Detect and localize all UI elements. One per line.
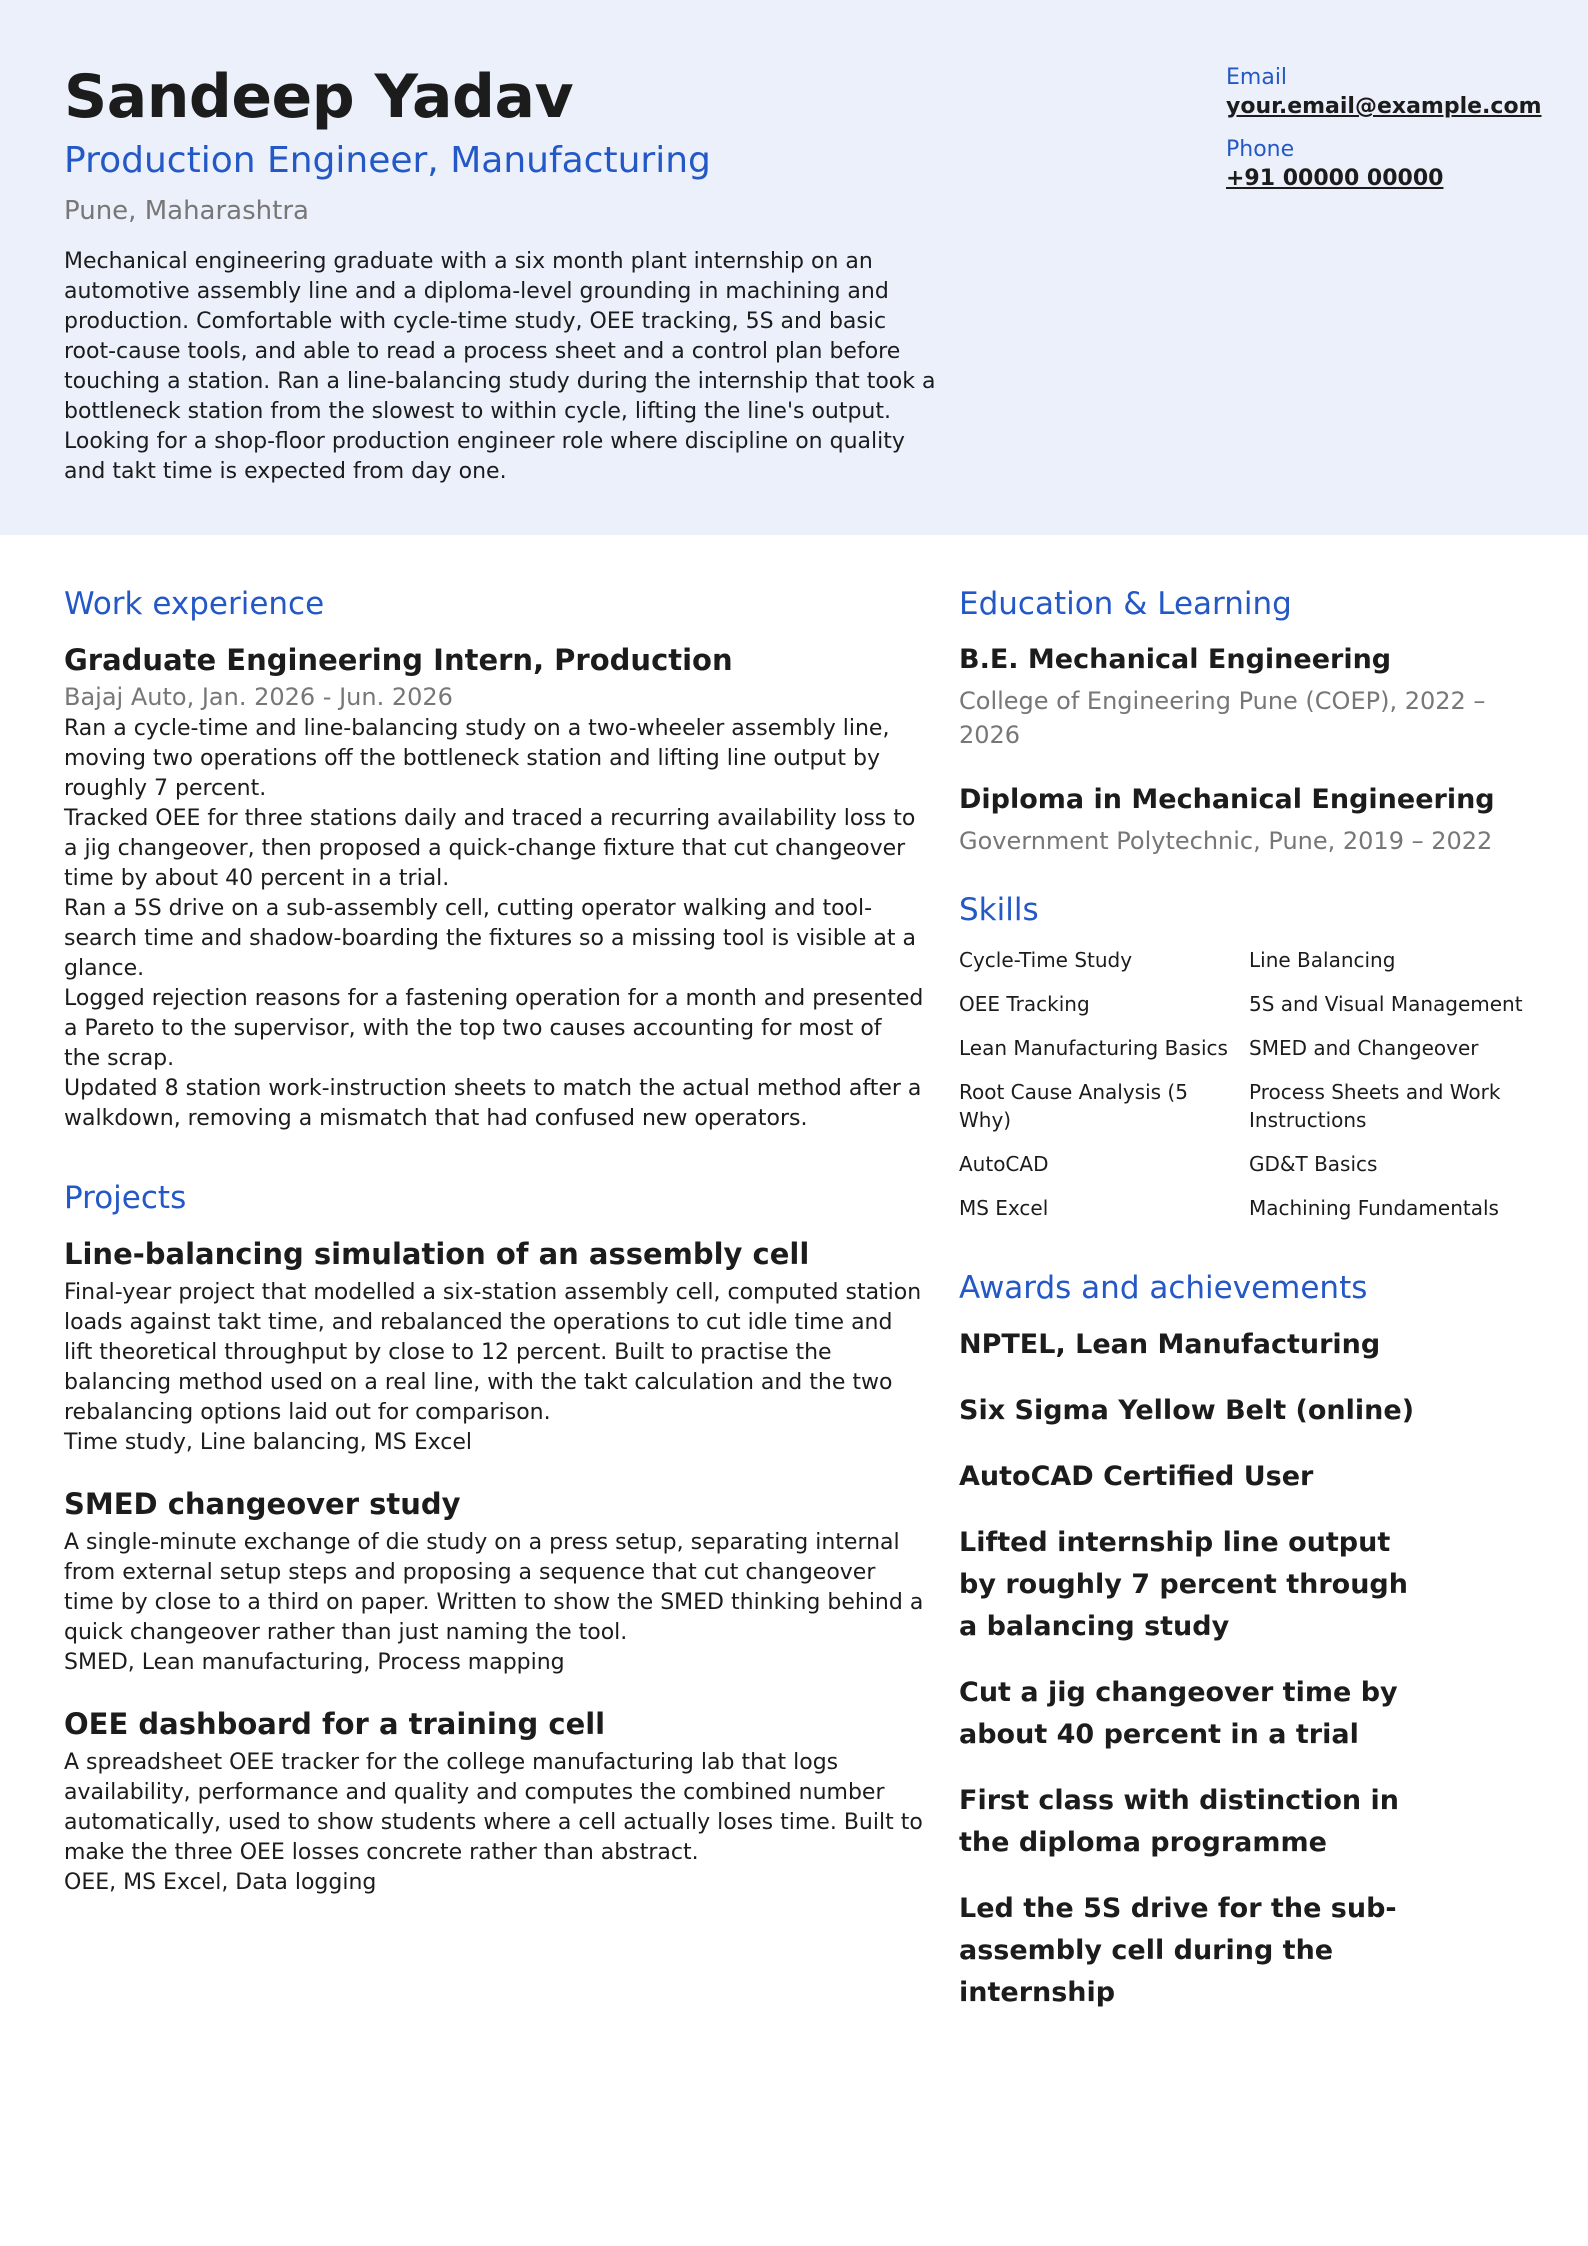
skill-item: Machining Fundamentals [1249, 1196, 1499, 1220]
work-section-title: Work experience [64, 586, 325, 622]
candidate-role: Production Engineer, Manufacturing [64, 140, 711, 181]
job-entry [64, 640, 924, 1134]
skill-item: OEE Tracking [959, 992, 1090, 1016]
project-description: Final-year project that modelled a six-station assembly cell, computed station loads against takt time, and rebalanced the operations to cut idle time and lift theoretical throughput by close to 12 percent. Built to practise the balancing method used on a real line, with the takt calculation and the two rebalancing options laid out for comparison. [64, 1280, 922, 1425]
email-label: Email [1226, 65, 1288, 90]
project-title: SMED changeover study [64, 1487, 461, 1521]
job-bullets [64, 714, 924, 1134]
job-bullet: Updated 8 station work-instruction sheets to match the actual method after a walkdown, removing a mismatch that had confused new operators. [64, 1076, 922, 1131]
award-item: Led the 5S drive for the sub-assembly cell during the internship [959, 1893, 1397, 2008]
phone-link[interactable]: +91 00000 00000 [1226, 166, 1444, 191]
education-section-title: Education & Learning [959, 586, 1292, 622]
email-link[interactable]: your.email@example.com [1226, 94, 1542, 119]
project-title: Line-balancing simulation of an assembly cell [64, 1237, 810, 1271]
skill-item: GD&T Basics [1249, 1152, 1378, 1176]
degree-meta: College of Engineering Pune (COEP), 2022 – 2026 [959, 687, 1486, 749]
job-title: Graduate Engineering Intern, Production [64, 643, 733, 677]
project-entry [64, 1234, 924, 1458]
project-tags: OEE, MS Excel, Data logging [64, 1870, 377, 1895]
skill-item: SMED and Changeover [1249, 1036, 1479, 1060]
job-bullet: Ran a 5S drive on a sub-assembly cell, cutting operator walking and tool-search time and shadow-boarding the fixtures so a missing tool is visible at a glance. [64, 896, 917, 981]
award-item: Six Sigma Yellow Belt (online) [959, 1395, 1415, 1426]
projects-section-title: Projects [64, 1180, 187, 1216]
project-tags: Time study, Line balancing, MS Excel [64, 1430, 472, 1455]
phone-label: Phone [1226, 137, 1295, 162]
right-column [959, 580, 1539, 2038]
award-item: First class with distinction in the diploma programme [959, 1785, 1399, 1858]
degree-title: Diploma in Mechanical Engineering [959, 784, 1495, 815]
award-item: NPTEL, Lean Manufacturing [959, 1329, 1381, 1360]
job-bullet: Logged rejection reasons for a fastening operation for a month and presented a Pareto to the supervisor, with the top two causes accounting for most of the scrap. [64, 986, 924, 1071]
candidate-name: Sandeep Yadav [64, 62, 574, 132]
degree-title: B.E. Mechanical Engineering [959, 644, 1392, 675]
award-item: Cut a jig changeover time by about 40 percent in a trial [959, 1677, 1398, 1750]
project-title: OEE dashboard for a training cell [64, 1707, 606, 1741]
skill-item: Process Sheets and Work Instructions [1249, 1080, 1501, 1132]
project-description: A single-minute exchange of die study on a press setup, separating internal from external setup steps and proposing a sequence that cut changeover time by close to a third on paper. Written to show the SMED thinking behind a quick changeover rather than just naming the tool. [64, 1530, 924, 1645]
skill-item: MS Excel [959, 1196, 1049, 1220]
project-description: A spreadsheet OEE tracker for the college manufacturing lab that logs availability, performance and quality and computes the combined number automatically, used to show students where a cell actually loses time. Built to make the three OEE losses concrete rather than abstract. [64, 1750, 923, 1865]
award-item: Lifted internship line output by roughly 7 percent through a balancing study [959, 1527, 1408, 1642]
job-bullet: Ran a cycle-time and line-balancing study on a two-wheeler assembly line, moving two operations off the bottleneck station and lifting line output by roughly 7 percent. [64, 716, 890, 801]
award-item: AutoCAD Certified User [959, 1461, 1314, 1492]
skill-item: Root Cause Analysis (5 Why) [959, 1080, 1188, 1132]
candidate-location: Pune, Maharashtra [64, 196, 309, 226]
resume-header [0, 0, 1588, 535]
skill-item: AutoCAD [959, 1152, 1049, 1176]
left-column [64, 580, 924, 1924]
job-meta: Bajaj Auto, Jan. 2026 - Jun. 2026 [64, 683, 453, 711]
contact-block [1226, 64, 1566, 208]
skill-item: Cycle-Time Study [959, 948, 1133, 972]
project-tags: SMED, Lean manufacturing, Process mapping [64, 1650, 565, 1675]
skill-item: Line Balancing [1249, 948, 1396, 972]
awards-section-title: Awards and achievements [959, 1270, 1368, 1306]
skills-section-title: Skills [959, 892, 1039, 928]
job-bullet: Tracked OEE for three stations daily and traced a recurring availability loss to a jig changeover, then proposed a quick-change fixture that cut changeover time by about 40 percent in a trial. [64, 806, 916, 891]
education-entry [959, 780, 1539, 858]
skill-item: 5S and Visual Management [1249, 992, 1523, 1016]
project-entry [64, 1484, 924, 1678]
education-entry [959, 640, 1539, 752]
skill-item: Lean Manufacturing Basics [959, 1036, 1228, 1060]
degree-meta: Government Polytechnic, Pune, 2019 – 2022 [959, 827, 1493, 855]
profile-summary: Mechanical engineering graduate with a six month plant internship on an automotive assembly line and a diploma-level grounding in machining and production. Comfortable with cycle-time study, OEE tracking, 5S and basic root-cause tools, and able to read a process sheet and a control plan before touching a station. Ran a line-balancing study during the internship that took a bottleneck station from the slowest to within cycle, lifting the line's output. Looking for a shop-floor production engineer role where discipline on quality and takt time is expected from day one. [64, 249, 936, 484]
skills-grid [959, 946, 1539, 1222]
project-entry [64, 1704, 924, 1898]
